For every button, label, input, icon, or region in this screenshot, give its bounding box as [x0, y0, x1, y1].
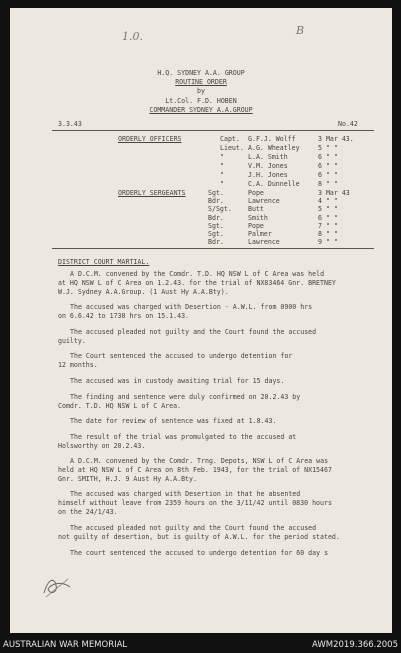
- court-martial-heading: DISTRICT COURT MARTIAL.: [58, 258, 150, 266]
- officer-name: V.M. Jones: [248, 162, 288, 170]
- pencil-annotation-right: B: [296, 24, 305, 37]
- sergeant-rank: Sgt.: [208, 230, 224, 238]
- footer-source: AUSTRALIAN WAR MEMORIAL: [3, 640, 128, 650]
- sergeant-rank: Bdr.: [208, 238, 224, 247]
- court-martial-line: himself without leave from 2359 hours on the 3/11/42 until 0830 hours: [58, 499, 332, 507]
- sergeant-date: 8 " ": [318, 230, 338, 238]
- sergeant-name: Butt: [248, 205, 264, 214]
- officer-rank: ": [220, 153, 224, 161]
- court-martial-line: Comdr. T.D. HQ NSW L of C Area.: [58, 402, 182, 410]
- header-commander-title: COMMANDER SYDNEY A.A.GROUP: [149, 106, 253, 114]
- sergeant-date: 3 Mar 43: [318, 189, 350, 197]
- court-martial-line: The court sentenced the accused to undergo detention for 60 day s: [70, 549, 329, 557]
- court-martial-line: The accused was charged with Desertion in that he absented: [70, 490, 301, 498]
- footer-reference: AWM2019.366.2005: [312, 640, 398, 650]
- sergeant-date: 5 " ": [318, 205, 338, 214]
- order-number: No.42: [338, 120, 358, 128]
- sergeant-rank: Bdr.: [208, 197, 224, 206]
- officer-rank: ": [220, 171, 224, 179]
- court-martial-line: The date for review of sentence was fixed at 1.8.43.: [70, 417, 277, 425]
- court-martial-line: on 6.6.42 to 1730 hrs on 15.1.43.: [58, 312, 190, 320]
- court-martial-line: The Court sentenced the accused to undergo detention for: [70, 352, 293, 360]
- court-martial-line: held at HQ NSW L of C Area on 8th Feb. 1943, for the trial of NX15467: [58, 466, 332, 474]
- court-martial-line: on the 24/1/43.: [58, 508, 118, 516]
- sergeant-name: Lawrence: [248, 238, 280, 247]
- court-martial-line: W.J. Sydney A.A.Group. (1 Aust Hy A.A.Bty).: [58, 288, 229, 296]
- sergeant-rank: Bdr.: [208, 213, 224, 222]
- officer-date: 8 " ": [318, 180, 338, 188]
- officer-name: A.G. Wheatley: [248, 144, 300, 152]
- sergeant-name: Pope: [248, 189, 264, 197]
- officer-name: C.A. Dunnelle: [248, 180, 300, 188]
- court-martial-line: guilty.: [58, 337, 86, 345]
- officer-name: G.F.J. Wolff: [248, 135, 296, 143]
- sergeant-rank: Sgt.: [208, 221, 224, 230]
- sergeant-name: Lawrence: [248, 197, 280, 206]
- court-martial-line: Holsworthy on 20.2.43.: [58, 442, 146, 450]
- header-commander-name: Lt.Col. F.D. HOBEN: [165, 97, 237, 105]
- court-martial-line: The accused was charged with Desertion - A.W.L. from 0900 hrs: [70, 303, 313, 311]
- sergeant-name: Palmer: [248, 230, 272, 238]
- court-martial-line: The accused pleaded not guilty and the Court found the accused: [70, 328, 317, 336]
- officer-name: L.A. Smith: [248, 153, 288, 161]
- court-martial-line: The accused was in custody awaiting trial for 15 days.: [70, 377, 285, 385]
- court-martial-line: A D.C.M. convened by the Comdr. Trng. Depots, NSW L of C Area was: [70, 457, 329, 465]
- document-page: [10, 8, 392, 633]
- handwritten-mark: [40, 573, 74, 599]
- header-title: ROUTINE ORDER: [175, 78, 227, 86]
- divider: [52, 130, 374, 131]
- header-by: by: [197, 87, 205, 95]
- header-unit: H.Q. SYDNEY A.A. GROUP: [157, 69, 245, 77]
- sergeant-date: 7 " ": [318, 221, 338, 230]
- pencil-annotation-left: 1.0.: [122, 30, 143, 43]
- court-martial-line: at HQ NSW L of C Area on 1.2.43. for the trial of NX83464 Gnr. BRETNEY: [58, 279, 336, 287]
- orderly-sergeants-label: ORDERLY SERGEANTS: [118, 189, 186, 197]
- court-martial-line: The finding and sentence were duly confirmed on 20.2.43 by: [70, 393, 301, 401]
- officer-rank: ": [220, 180, 224, 188]
- court-martial-line: 12 months.: [58, 361, 98, 369]
- sergeant-rank: Sgt.: [208, 189, 224, 197]
- officer-rank: Lieut.: [220, 144, 244, 152]
- officer-date: 5 " ": [318, 144, 338, 152]
- sergeant-date: 4 " ": [318, 197, 338, 206]
- officer-date: 6 " ": [318, 153, 338, 161]
- officer-rank: Capt.: [220, 135, 240, 143]
- officer-date: 3 Mar 43.: [318, 135, 354, 143]
- officer-date: 6 " ": [318, 171, 338, 179]
- court-martial-line: The result of the trial was promulgated to the accused at: [70, 433, 297, 441]
- officer-rank: ": [220, 162, 224, 170]
- divider: [52, 248, 374, 249]
- sergeant-rank: S/Sgt.: [208, 205, 232, 214]
- court-martial-line: Gnr. SMITH, H.J. 9 Aust Hy A.A.Bty.: [58, 475, 197, 483]
- sergeant-date: 6 " ": [318, 213, 338, 222]
- court-martial-line: A D.C.M. convened by the Comdr. T.D. HQ NSW L of C Area was held: [70, 270, 325, 278]
- officer-date: 6 " ": [318, 162, 338, 170]
- sergeant-date: 9 " ": [318, 238, 338, 247]
- court-martial-line: The accused pleaded not guilty and the Court found the accused: [70, 524, 317, 532]
- order-date: 3.3.43: [58, 120, 82, 128]
- orderly-officers-label: ORDERLY OFFICERS: [118, 135, 182, 143]
- footer: [0, 637, 401, 653]
- sergeant-name: Smith: [248, 213, 268, 222]
- officer-name: J.H. Jones: [248, 171, 288, 179]
- sergeant-name: Pope: [248, 221, 264, 230]
- court-martial-line: not guilty of desertion, but is guilty of A.W.L. for the period stated.: [58, 533, 340, 541]
